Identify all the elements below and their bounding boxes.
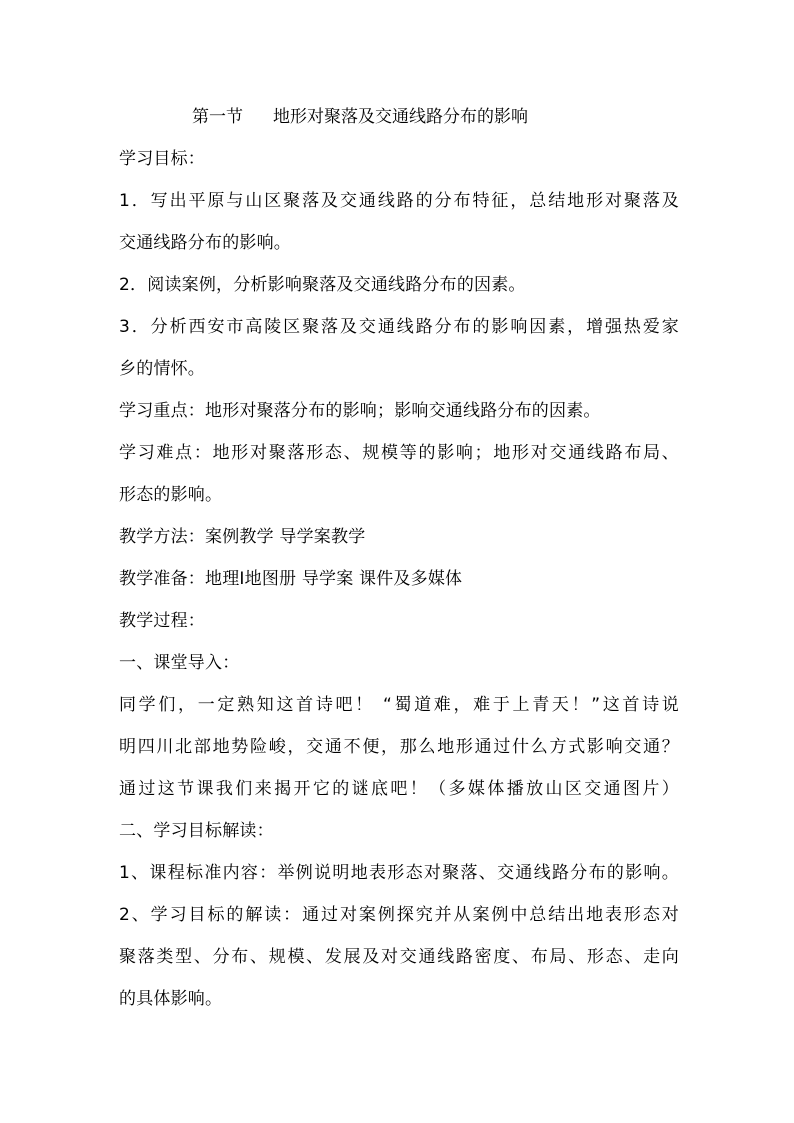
section-title [192,106,528,128]
objective-2: 2．阅读案例，分析影响聚落及交通线路分布的因素。 [119,275,526,295]
objective-interpretation-line-3: 的具体影响。 [119,989,223,1009]
objective-interpretation-line-1: 2、学习目标的解读：通过对案例探究并从案例中总结出地表形态对 [119,905,679,925]
introduction-line-1: 同学们，一定熟知这首诗吧！ “蜀道难，难于上青天！”这首诗说 [119,695,679,715]
heading-class-introduction: 一、课堂导入： [119,653,240,673]
teaching-methods: 教学方法：案例教学 导学案教学 [119,527,366,547]
section-number: 第一节 [192,107,243,127]
heading-learning-objectives: 学习目标： [119,149,205,169]
introduction-line-3: 通过这节课我们来揭开它的谜底吧！（多媒体播放山区交通图片） [119,779,679,799]
objective-3-line-2: 乡的情怀。 [119,359,205,379]
introduction-line-2: 明四川北部地势险峻，交通不便，那么地形通过什么方式影响交通？ [119,737,679,757]
heading-objective-interpretation: 二、学习目标解读： [119,821,274,841]
teaching-preparation: 教学准备：地理Ⅰ地图册 导学案 课件及多媒体 [119,569,463,589]
section-topic: 地形对聚落及交通线路分布的影响 [273,107,528,127]
heading-teaching-process: 教学过程： [119,611,205,631]
key-points: 学习重点：地形对聚落分布的影响；影响交通线路分布的因素。 [119,401,601,421]
objective-interpretation-line-2: 聚落类型、分布、规模、发展及对交通线路密度、布局、形态、走向 [119,947,679,967]
objective-1-line-2: 交通线路分布的影响。 [119,233,291,253]
objective-3-line-1: 3．分析西安市高陵区聚落及交通线路分布的影响因素，增强热爱家 [119,317,679,337]
curriculum-standard: 1、课程标准内容：举例说明地表形态对聚落、交通线路分布的影响。 [119,863,679,883]
difficult-points-line-1: 学习难点：地形对聚落形态、规模等的影响；地形对交通线路布局、 [119,443,679,463]
difficult-points-line-2: 形态的影响。 [119,485,223,505]
objective-1-line-1: 1．写出平原与山区聚落及交通线路的分布特征，总结地形对聚落及 [119,191,679,211]
